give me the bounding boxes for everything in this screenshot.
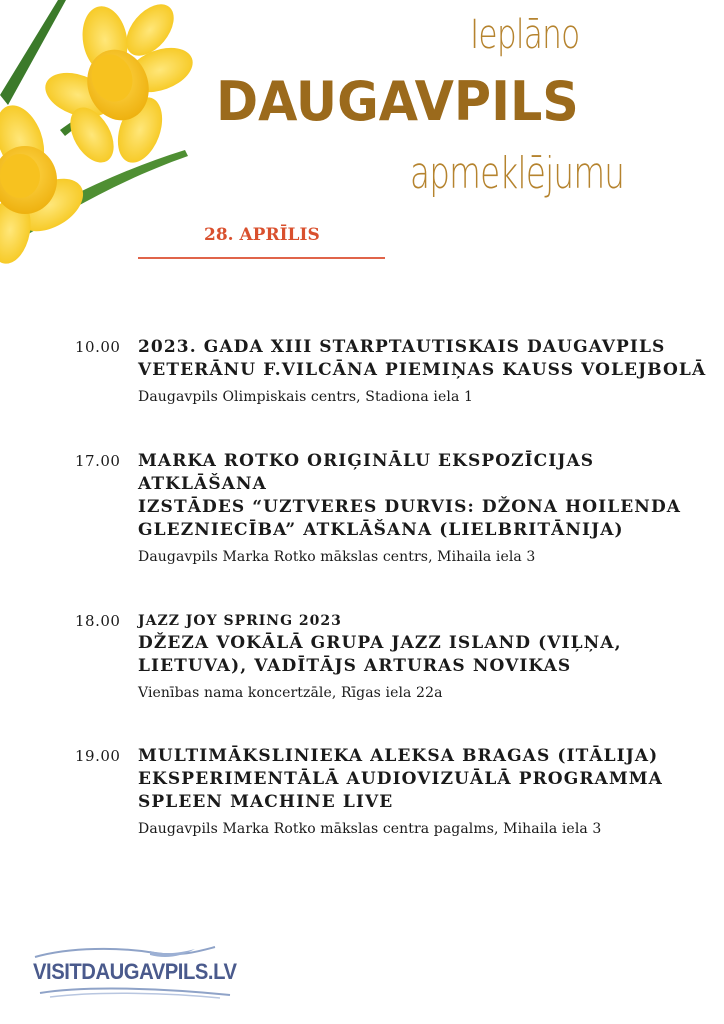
header-pre-title: Ieplāno [470, 12, 580, 58]
event-title: MARKA ROTKO ORIĢINĀLU EKSPOZĪCIJAS ATKLĀŠANA [138, 451, 595, 494]
header-title: DAUGAVPILS [216, 70, 579, 133]
event-time: 19.00 [75, 747, 121, 765]
event-title: DŽEZA VOKĀLĀ GRUPA JAZZ ISLAND (VIĻŅA, LIETUVA), VADĪTĀJS ARTURAS NOVIKAS [138, 633, 622, 676]
event-content [138, 610, 713, 704]
event-venue: Daugavpils Marka Rotko mākslas centrs, Mihaila iela 3 [138, 549, 536, 565]
event-date: 28. APRĪLIS [204, 225, 320, 245]
event-content [138, 450, 713, 568]
daffodil-illustration [0, 0, 200, 270]
header-post-title: apmeklējumu [410, 148, 625, 199]
event-title: 2023. GADA XIII STARPTAUTISKAIS DAUGAVPILS VETERĀNU F.VILCĀNA PIEMIŅAS KAUSS VOLEJBOLĀ [138, 337, 707, 380]
event-title: IZSTĀDES “UZTVERES DURVIS: DŽONA HOILENDA GLEZNIECĪBA” ATKLĀŠANA (LIELBRITĀNIJA) [138, 497, 682, 540]
event-venue: Daugavpils Marka Rotko mākslas centra pagalms, Mihaila iela 3 [138, 821, 602, 837]
event-content [138, 745, 713, 840]
event-time: 17.00 [75, 452, 121, 470]
event-time: 10.00 [75, 338, 121, 356]
date-divider [138, 257, 385, 259]
event-venue: Vienības nama koncertzāle, Rīgas iela 22a [138, 685, 443, 701]
logo-text[interactable]: VISITDAUGAVPILS.LV [33, 959, 237, 984]
event-content [138, 336, 713, 408]
event-title: MULTIMĀKSLINIEKA ALEKSA BRAGAS (ITĀLIJA) EKSPERIMENTĀLĀ AUDIOVIZUĀLĀ PROGRAMMA SPLEEN MACHINE LIVE [138, 746, 663, 812]
event-time: 18.00 [75, 612, 121, 630]
event-venue: Daugavpils Olimpiskais centrs, Stadiona iela 1 [138, 389, 473, 405]
event-subtitle: JAZZ JOY SPRING 2023 [138, 613, 342, 629]
